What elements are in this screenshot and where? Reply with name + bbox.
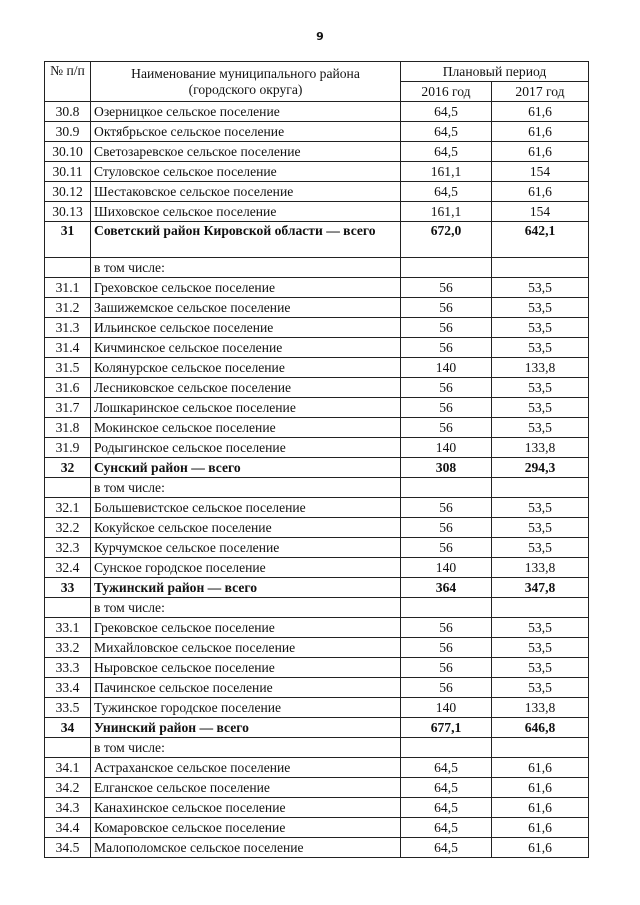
row-name: Кокуйское сельское поселение [91,518,401,538]
row-name: в том числе: [91,258,401,278]
table-row [45,162,589,182]
row-number: 31.8 [45,418,91,438]
row-value-2017: 53,5 [492,338,589,358]
row-name: Большевистское сельское поселение [91,498,401,518]
row-value-2016: 56 [401,498,492,518]
row-value-2017 [492,258,589,278]
row-name: Лесниковское сельское поселение [91,378,401,398]
table-row [45,678,589,698]
row-value-2017: 61,6 [492,758,589,778]
row-number: 34.2 [45,778,91,798]
row-name: Малополомское сельское поселение [91,838,401,858]
row-value-2016: 56 [401,418,492,438]
row-number: 31.9 [45,438,91,458]
row-value-2016: 56 [401,338,492,358]
row-name: Сунский район — всего [91,458,401,478]
row-name: в том числе: [91,478,401,498]
row-name: Ильинское сельское поселение [91,318,401,338]
row-value-2016 [401,478,492,498]
row-value-2016: 64,5 [401,818,492,838]
row-value-2017: 294,3 [492,458,589,478]
row-value-2017: 53,5 [492,638,589,658]
row-value-2017: 646,8 [492,718,589,738]
row-name: Курчумское сельское поселение [91,538,401,558]
row-name: Советский район Кировской области — всего [91,222,401,258]
row-name: Светозаревское сельское поселение [91,142,401,162]
row-value-2017 [492,738,589,758]
row-value-2016: 64,5 [401,142,492,162]
row-value-2017: 61,6 [492,838,589,858]
row-value-2016: 64,5 [401,122,492,142]
row-number: 34.5 [45,838,91,858]
row-value-2017: 53,5 [492,378,589,398]
table-row [45,358,589,378]
row-name: Грековское сельское поселение [91,618,401,638]
row-value-2016: 140 [401,438,492,458]
row-name: Лошкаринское сельское поселение [91,398,401,418]
header-name [91,62,401,102]
row-name: Астраханское сельское поселение [91,758,401,778]
row-number: 33.3 [45,658,91,678]
row-number: 32.2 [45,518,91,538]
table-row [45,202,589,222]
table-row [45,222,589,258]
row-value-2016: 56 [401,398,492,418]
table-row [45,618,589,638]
table-row [45,122,589,142]
header-name-line2: (городского округа) [188,81,303,97]
row-name: Зашижемское сельское поселение [91,298,401,318]
table-row [45,718,589,738]
header-number: № п/п [45,62,91,102]
table-row [45,318,589,338]
row-value-2017: 154 [492,162,589,182]
row-value-2016: 161,1 [401,162,492,182]
row-name: Колянурское сельское поселение [91,358,401,378]
row-name: в том числе: [91,598,401,618]
row-value-2016: 64,5 [401,182,492,202]
header-period: Плановый период [401,62,589,82]
row-name: Елганское сельское поселение [91,778,401,798]
row-value-2016: 56 [401,658,492,678]
table-row [45,142,589,162]
row-name: Пачинское сельское поселение [91,678,401,698]
row-name: Шиховское сельское поселение [91,202,401,222]
table-row [45,578,589,598]
row-number: 34.1 [45,758,91,778]
row-value-2016: 308 [401,458,492,478]
row-name: Тужинский район — всего [91,578,401,598]
row-value-2017 [492,598,589,618]
row-value-2016 [401,598,492,618]
table-row [45,818,589,838]
row-name: Михайловское сельское поселение [91,638,401,658]
row-number: 33.1 [45,618,91,638]
row-value-2016 [401,258,492,278]
row-value-2016: 56 [401,538,492,558]
row-name: Комаровское сельское поселение [91,818,401,838]
row-name: Шестаковское сельское поселение [91,182,401,202]
row-value-2017: 53,5 [492,318,589,338]
table-body [45,102,589,858]
row-number: 31.6 [45,378,91,398]
row-name: в том числе: [91,738,401,758]
row-name: Сунское городское поселение [91,558,401,578]
row-name: Греховское сельское поселение [91,278,401,298]
row-number: 31.3 [45,318,91,338]
row-number [45,598,91,618]
row-number: 32 [45,458,91,478]
row-number [45,258,91,278]
row-value-2017: 642,1 [492,222,589,258]
row-number: 30.9 [45,122,91,142]
table-row [45,418,589,438]
row-number: 33.2 [45,638,91,658]
row-name: Канахинское сельское поселение [91,798,401,818]
row-number: 30.11 [45,162,91,182]
row-value-2017 [492,478,589,498]
header-year-2016: 2016 год [401,82,492,102]
row-value-2017: 154 [492,202,589,222]
table-row [45,798,589,818]
row-value-2017: 53,5 [492,278,589,298]
header-year-2017: 2017 год [492,82,589,102]
row-number: 34 [45,718,91,738]
row-value-2017: 53,5 [492,538,589,558]
row-value-2017: 53,5 [492,398,589,418]
row-value-2017: 61,6 [492,122,589,142]
row-value-2016: 64,5 [401,798,492,818]
row-name: Ныровское сельское поселение [91,658,401,678]
row-value-2017: 53,5 [492,498,589,518]
row-value-2016: 140 [401,698,492,718]
row-value-2016: 140 [401,358,492,378]
row-value-2017: 133,8 [492,698,589,718]
row-value-2016: 64,5 [401,778,492,798]
row-name: Стуловское сельское поселение [91,162,401,182]
row-number: 31.7 [45,398,91,418]
table-row [45,398,589,418]
table-row [45,838,589,858]
table-row [45,698,589,718]
table-row [45,558,589,578]
row-value-2017: 61,6 [492,798,589,818]
row-value-2016: 64,5 [401,758,492,778]
table-row [45,658,589,678]
row-name: Унинский район — всего [91,718,401,738]
row-number: 31.4 [45,338,91,358]
row-name: Тужинское городское поселение [91,698,401,718]
table-row [45,478,589,498]
row-number: 30.12 [45,182,91,202]
table-row [45,758,589,778]
header-name-line1: Наименование муниципального района [131,65,360,81]
row-value-2016: 672,0 [401,222,492,258]
row-value-2016: 64,5 [401,102,492,122]
table-row [45,378,589,398]
row-number: 33 [45,578,91,598]
table-row [45,278,589,298]
row-value-2017: 53,5 [492,618,589,638]
row-number: 30.13 [45,202,91,222]
row-value-2017: 347,8 [492,578,589,598]
row-number: 30.8 [45,102,91,122]
row-name: Родыгинское сельское поселение [91,438,401,458]
row-value-2016: 161,1 [401,202,492,222]
row-value-2016: 56 [401,278,492,298]
table-row [45,438,589,458]
row-name: Кичминское сельское поселение [91,338,401,358]
row-name: Озерницкое сельское поселение [91,102,401,122]
row-value-2016 [401,738,492,758]
row-number: 32.4 [45,558,91,578]
table-row [45,598,589,618]
table-row [45,298,589,318]
row-value-2017: 53,5 [492,658,589,678]
row-number: 32.3 [45,538,91,558]
row-value-2016: 677,1 [401,718,492,738]
row-value-2016: 56 [401,318,492,338]
row-number [45,738,91,758]
row-name: Мокинское сельское поселение [91,418,401,438]
row-value-2017: 133,8 [492,358,589,378]
row-number: 34.4 [45,818,91,838]
row-number: 31.1 [45,278,91,298]
row-value-2016: 140 [401,558,492,578]
table-row [45,498,589,518]
row-number: 30.10 [45,142,91,162]
row-value-2016: 56 [401,618,492,638]
row-value-2016: 64,5 [401,838,492,858]
table-row [45,182,589,202]
row-value-2017: 53,5 [492,518,589,538]
row-value-2016: 56 [401,378,492,398]
row-number [45,478,91,498]
row-number: 31.5 [45,358,91,378]
row-name: Октябрьское сельское поселение [91,122,401,142]
table-row [45,538,589,558]
table-row [45,258,589,278]
table-row [45,102,589,122]
row-number: 34.3 [45,798,91,818]
table-row [45,778,589,798]
row-value-2017: 133,8 [492,438,589,458]
table-row [45,338,589,358]
page-number: 9 [316,30,324,43]
table-row [45,518,589,538]
table-header [45,62,589,102]
row-value-2017: 53,5 [492,298,589,318]
table-row [45,458,589,478]
row-value-2017: 61,6 [492,818,589,838]
row-value-2017: 61,6 [492,778,589,798]
row-value-2017: 53,5 [492,678,589,698]
row-value-2016: 56 [401,518,492,538]
row-value-2016: 56 [401,678,492,698]
row-value-2017: 61,6 [492,182,589,202]
row-number: 31 [45,222,91,258]
row-number: 33.4 [45,678,91,698]
row-value-2016: 56 [401,638,492,658]
allocation-table [44,61,589,858]
row-value-2017: 61,6 [492,142,589,162]
table-row [45,638,589,658]
row-value-2017: 61,6 [492,102,589,122]
row-number: 33.5 [45,698,91,718]
row-number: 32.1 [45,498,91,518]
row-number: 31.2 [45,298,91,318]
row-value-2017: 133,8 [492,558,589,578]
row-value-2016: 364 [401,578,492,598]
row-value-2016: 56 [401,298,492,318]
row-value-2017: 53,5 [492,418,589,438]
table-row [45,738,589,758]
